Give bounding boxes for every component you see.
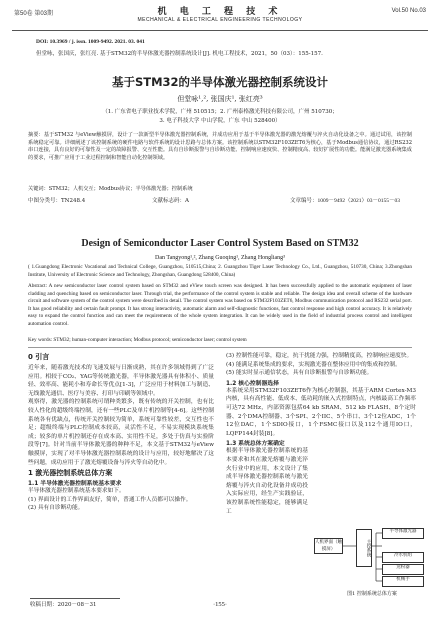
journal-masthead [0,4,440,23]
doc-code-cn: 文献标志码：A [152,198,189,204]
figure-caption: 图1 控制系统总体方案 [347,591,397,597]
laser-box: 半导体激光器 [382,528,424,539]
section-0-heading: 0 引言 [28,353,50,361]
requirement-2: (2) 具有自诊断功能。 [28,505,84,512]
affiliation-en: ( 1.Guangdong Electronic Vocational and Technical College, Guangzhou, 510515,China; 2. Guangzhou Tiger Laser Technology Co., Ltd., Guangzhou, 510730, China; 3.Zhongshan Institute, University of Electronic Science and Technology, Zhongshan, Guangdong 528400, China) [28,264,412,278]
received-date: 收稿日期：2020－08－31 [30,602,97,608]
journal-name-en: MECHANICAL & ELECTRICAL ENGINEERING TECHNOLOGY [137,17,303,23]
authors-en: Dan Tangyong¹,², Zhang Guoqing¹, Zhang Hongliang³ [155,255,285,261]
right-column [226,352,416,516]
header-rule [12,30,428,31]
section-1-3-text: 根据半导体激光器控制系统的基本要求和其在激光熔覆与激光淬火行业中的应用，本文设计了集成半导体激光器控制系统与激光熔覆与淬火自动化设备并成功投入实际应用，经生产实践验证，该控制系统性能稳定，能够满足工 [226,448,308,515]
powder-feeder-box: 送粉器 [382,564,424,575]
journal-name-cn: 机 电 工 程 技 术 [157,7,283,17]
authors-cn: 但堂咏¹,², 张国庆¹, 张红亮³ [177,95,263,103]
requirement-4: (4) 能满足系统集成的要求，实现激光器在整体应用中的集成和控制。 [226,361,401,368]
abstract-rule [28,347,412,348]
affiliation-cn-1: （1. 广东省电子职业技术学院，广州 510515；2. 广州泰格激光科技有限公司，广州 510730； [102,109,338,115]
intro-paragraph-1: 近年来，随着激光技术的飞速发展与日渐成熟，其在许多领域得到了广泛应用。相较于CO₂、YAG等传统激光器，半导体激光器具有体积小、质量轻、效率高、能耗小和寿命长等优点[1-3]，广泛应用于材料加工与制造、无线激光通信、医疗与美容、打印与印刷等领域中。 [28,365,214,397]
keywords-en: Key words: STM32; human-computer interaction; Modbus protocol; semiconductor laser; control system [28,337,247,343]
requirement-3: (3) 控制性能可靠，稳定，抗干扰能力强，控制精度高，控制响应速度快。 [226,353,413,359]
control-system-diagram [312,526,424,600]
hmi-box: 人机界面（触摸屏） [315,540,342,552]
citation: 但堂咏，张国庆，张红亮. 基于STM32的半导体激光器控制系统设计[J]. 机电工程技术，2021，50（03）：155-157. [36,51,323,57]
journal-volume: 第50卷 第03期 [14,11,54,17]
affiliation-cn-2: 3. 电子科技大学 中山学院，广东 中山 528400） [159,118,281,124]
classification-cn: 中图分类号：TN248.4 [28,198,86,204]
main-control-box: 主控系统 [356,529,372,567]
section-1-1-text: 半导体激光器控制系统基本要求如下。 [28,488,125,495]
requirement-1: (1) 界面设计的工作界面友好，简单，普通工作人员都可以操作。 [28,496,192,503]
robot-box: 机械手 [382,576,424,587]
requirement-5: (5) 能实时显示通信状态，具有自诊断报警与自诊断功能。 [226,370,373,377]
doi: DOI: 10.3969 / j. issn. 1009-9492. 2021. 03. 041 [36,39,145,45]
section-1-heading: 1 激光器控制系统总体方案 [28,469,113,478]
abstract-cn: 摘要：基于STM32 与eView触摸屏，设计了一款新型半导体激光器控制系统，并成功应用于基于半导体激光器的激光熔覆与淬火自动化设备之中。通过试用，该控制系统稳定可靠。详细阐述了该控制系统的硬件电路与软件系统的设计思路与总体方案。该控制系统以STM32F103ZET6为核心，基于Modbus通信协议，通过RS232串口连接，具有良好的可靠性及一定的故障报警、交互性能。具有自诊断报警与自诊断功能、控制响应速度快、控制精度高、较好扩展性的功能。能满足激光器系统集成的要求，可推广应用于工业过程控制和智能自动化控制领域。 [28,132,412,161]
left-column [28,352,214,513]
chiller-box: 冷水机组 [382,552,424,563]
intro-paragraph-2: 观察得，激光器的控制系统可谓种类繁多，既有传统的开关控制，也有比较人性化的超级终端控制，还有一些PLC及单片机控制等[4-6]。这些控制系统各有优缺点，传统开关控制较为简单，系统可靠性较差，交互性也不足；超级终端与PLC控制成本较高，灵活性不足，不易实现模块系统集成；较多的单片机控制还存在成本高、实用性不足，多处于仿真与实验阶段等[7]。针对当前半导体激光器的种种不足，本文基于STM32与eView触摸屏，实现了对半导体激光器控制系统的设计与应用，较好地解决了这些问题，成功应用于了激光熔覆设备与淬火等自动化中。 [28,399,214,466]
keywords-cn: 关键词：STM32；人机交互；Modbus协议；半导体激光器；控制系统 [28,186,193,192]
section-1-1-heading: 1.1 半导体激光器控制系统基本要求 [28,481,122,488]
abstract-en: Abstract: A new semiconductor laser control system based on STM32 and eView touch screen was designed. It has been successfully applied to the automatic equipment of laser cladding and quenching based on semiconductor laser. Through trial, the performance of the control system is stable and reliable. The design idea and overall scheme of the hardware circuit and software system of the control system were described in detail. The control system was based on STM32F103ZET6, Modbus communication protocol and RS232 serial port. It has good reliability and certain fault prompt. It has strong interactivity, automatic alarm and self-diagnostic functions, fast control response and high control accuracy. It is relatively easy to expand the control function and can meet the requirements of the whole system integration. It can be widely used in the field of industrial process control and intelligent automation control. [28,283,412,327]
journal-vol-no: Vol.50 No.03 [391,8,426,14]
title-en: Design of Semiconductor Laser Control System Based on STM32 [81,238,359,249]
section-1-2-heading: 1.2 核心控制器选择 [226,380,279,387]
title-cn: 基于STM32的半导体激光器控制系统设计 [111,75,329,89]
section-1-3-heading: 1.3 系统总体方案确定 [226,441,285,448]
page-number: ·155· [212,601,228,608]
article-number: 文章编号：1009－9492（2021）03－0155－03 [290,198,401,204]
footnote-rule [30,598,120,599]
section-1-2-text: 本系统采用STM32F103ZET6作为核心控制器，其基于ARM Cortex-M3内核，具有高性能、低成本、低功耗的嵌入式控制特点，内核最高工作频率可达72 MHz，内部资源包括64 kb SRAM、512 kb FLASH、8个定时器、2个DMA控制器、3个SPI、2个IIC、5个串口、3个12位ADC，1个12位DAC，1个SDIO接口，1个FSMC接口以及112个通用IO口，LQFP144封装[8]。 [226,387,416,437]
